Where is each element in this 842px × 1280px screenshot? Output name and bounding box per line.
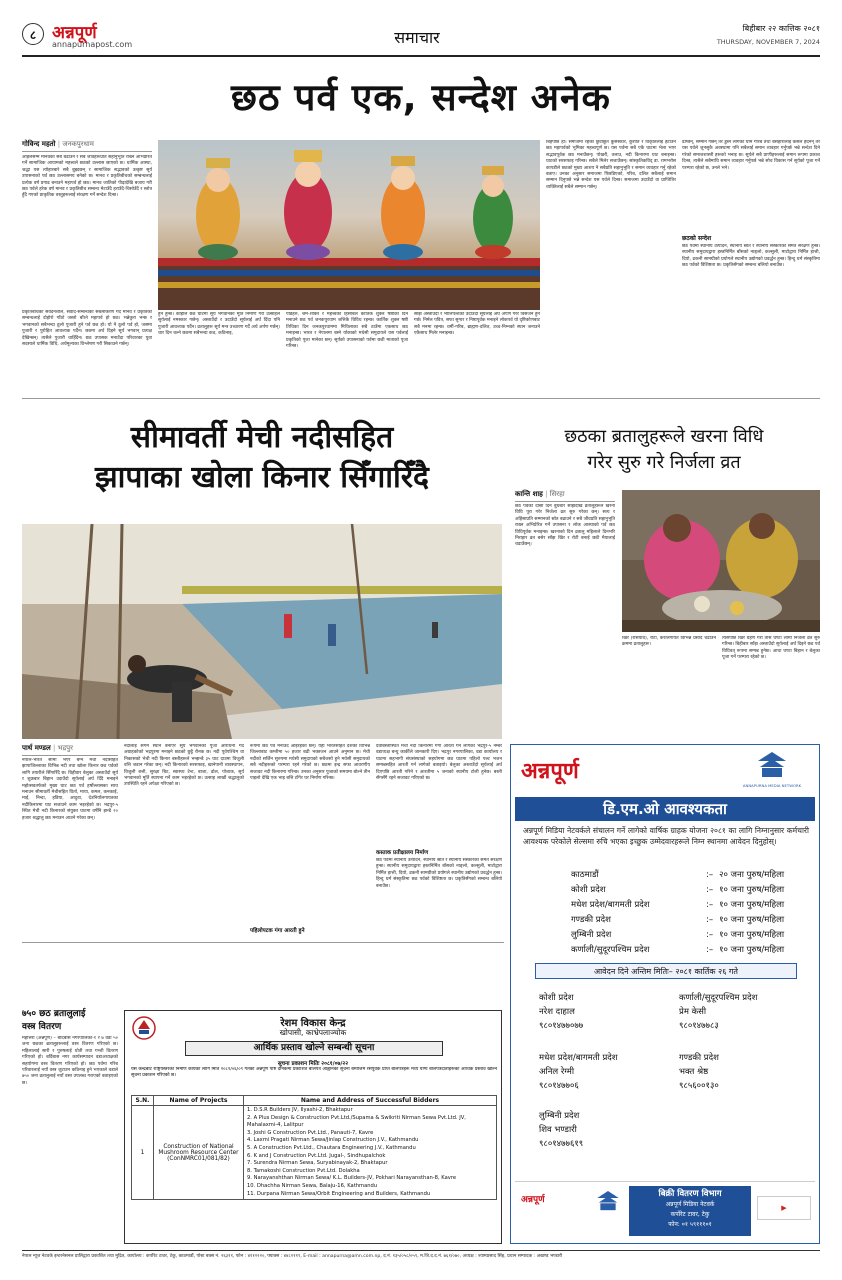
bidder-item: 11. Durpana Nirman Sewa/Orbit Engineering and Builders, Kathmandu — [247, 1190, 431, 1197]
mechi-col1: नेपाल-भारत सीमा भएर बग्ने मेची नदीसहित झापाजिल्लाका विभिन्न नदी तथा खोला किनार छठ पर्वको लागि तयारीले सिँगारिँदै छ। विहीवार बेलुका अस्ताउँदो सूर्य र शुक्रबार बिहान उदाउँदो सूर्यलाई अर्घ दिँदै मनाइने महोत्सवतर्फको मुख्य घाट छठ पर्व हर्षोल्लासका साथ मनाउन सीमावर्ती मेचीसहित विर्ता, माया, कमल, कनकाई, माई, निन्दा, हडिया, आदुवा, देउनियाँलगायतका नदीकिनारमा घाट सजाउने काम भइरहेको छ। भद्रपुर-५ स्थित मेची नदी किनारको संयुक्त घाटमा वर्षेनि झन्डै २० हजार श्रद्धालु छठ मनाउन आउने गरेका छन्। — [22, 758, 118, 821]
vacancy-row: लुम्बिनी प्रदेश :– १० जना पुरुष/महिला — [571, 929, 785, 940]
express-logo — [757, 1196, 811, 1220]
kharna-byline: कान्ति शाह | सिरहा — [515, 490, 565, 498]
bidder-item: 9. Narayanshthan Nirman Sewa/ K.L. Builders-JV, Pokhari Narayansthan-8, Kavre — [247, 1175, 457, 1182]
mechi-byline-name: पार्थ मण्डल — [22, 744, 51, 752]
lead-caption-col3: साँझ अस्ताउँदो र भोलिपल्टको उदाउँदो सूर्यलाई अर्घ अर्पण गरेर विसर्जन हुने गर्छ। निर्मल पवित्र, सफा सुग्घर र निष्ठापूर्वक मनाइने लोकपर्व यो दृष्टिकोणबाट सबै मनमा रहन्छ। धर्मी-गरिब, ब्राह्मण-दलित, उच्च-निम्नको स्थान जनाउने एकैसाथ मिलेर मनाइन्छ। — [414, 312, 540, 337]
date-nepali: बिहीबार २२ कात्तिक २०८१ — [742, 24, 820, 33]
kharna-col1: छठ पर्वको दोस्रो दिन बुधबार साँझदेखि व्रतालुहरूले खरना विधि पूरा गरेर निर्जला व्रत सुरु गरेका छन्। सत्य र अहिंसाप्रति सम्मानको स्रोत बढाउने र सबै जीवप्रति सहानुभूति राख्न अभिप्रेरित गर्ने उपासना र लोक आस्थाको पर्व छठ विधिपूर्वक मनाइन्छ। खरनाको दिन व्रतालु महिलाले दिनभरि निराहार व्रत बसेर साँझ खिर र रोटी बनाई छठी मैयालाई चढाउँछन्। — [515, 504, 615, 548]
vacancy-row: मधेश प्रदेश/बागमती प्रदेश :– १० जना पुरुष/महिला — [571, 899, 785, 910]
bidder-item: 8. Tamakoshi Construction Pvt.Ltd. Dolakha — [247, 1167, 360, 1174]
contact-karnali[interactable]: कर्णाली/सुदूरपश्चिम प्रदेश प्रेम केसी ९८०१४७७८३ — [679, 993, 758, 1031]
kharna-byline-name: कान्ति शाह — [515, 490, 543, 498]
mechi-byline-rule — [22, 755, 118, 756]
ad-annapurna[interactable] — [510, 744, 820, 1244]
ad-body: अन्नपूर्ण मिडिया नेटवर्कले संचालन गर्ने लागेको वार्षिक ग्राहक योजना २०८१ का लागि निम्नानुसार कर्मचारी आवश्यक परेकोले सेल्समा रुचि भएका इच्छुक उम्मेदवारहरूले निम्न स्थानमा आवेदन दिनुहोस्। — [523, 826, 809, 846]
byline-name: गोविन्द महतो — [22, 140, 56, 148]
bidder-item: 6. K and J Construction Pvt.Ltd. Jugal-, Sindhupalchok — [247, 1152, 386, 1159]
bidder-item: 4. Laxmi Pragati Nirman Sewa/Jinlap Construction J.V., Kathmandu — [247, 1137, 419, 1144]
section-divider-2 — [22, 942, 504, 943]
notice-place: खोपासी, काभ्रेपलाञ्चोक — [279, 1028, 347, 1037]
mechi-col4: देवीबस्तीस्थित मेची नदी किनारमा गंगा आरती गर्न लागेको भद्रपुर-५ नम्बर वडाध्यक्ष बन्धु कार्कीले जानकारी दिए। भद्रपुर नगरपालिका, वडा कार्यालय र घाटमा सहभागी संघसंस्थाको सहयोगमा छठ घाटमा पहिलो पल्ट भजन सम्पन्नसहित आरती गर्न लागेको बताइयो। बेलुका अस्ताउँदो सूर्यलाई अर्घ दिएपछि आरती गरिने र आरतीमा ५ जनाको स्थानीय टोली हुनेछ। बस्ती सँगसँगै रहने सजावट गरिएको छ। — [376, 744, 502, 782]
devotees-illustration — [622, 490, 820, 632]
lead-col2: प्रकृतिबीचको संवेदनशील, संवाद-सम्बन्धको सबलीकरण गर्दै मानव र प्रकृतिको सम्बन्धलाई दोहोरो गाँठो जस्तो बाँध्ने महापर्व हो छठ। भन्नेकुरा भन्छ र भगवानको सबैभन्दा ठूलो पुजारी हुने पर्व छठ हो। यो नै ठूलो पर्व हो, जसमा पुजारी र पुरोहित आवश्यक पर्दैन। छठमा अर्घ दिइने सूर्य भगवान् प्रत्यक्ष देखिन्छन्। त्यसैले पुजारी चाहिँदैन। छठ उपासक मनाउँदा परिवारका युवा सदस्यले धार्मिक विधि, अर्थमूल्यका विश्लेषण गरी सिकाउने गर्छन्। — [22, 310, 152, 348]
footer-rule — [22, 1250, 820, 1251]
imprint-footer: नेपाल न्यूज नेटवर्क इन्टरनेसनल प्रालिद्वारा प्रकाशित तथा मुद्रित, कार्यालय : कर्पोरेट टावर, टेकु, काठमाडौं, पोस्ट बक्स नं. २६३११, फोन : ४११२२२०, फ्याक्स : ४४८२११९, E-mail : annapurna@amn.com.np, द.नं. १३५/०५८/०५९, म.जि.द.द.नं. ७६१/०७०, अध्यक्ष : श्यामप्रसाद सिंह, प्रधान सम्पादक : अखण्ड भण्डारी — [22, 1254, 563, 1259]
temple-icon — [755, 751, 789, 779]
lead-caption-col2: पौडेहरु, श्रम-शक्ति र महत्त्वको हिसाबले कार्तिक शुक्ल षष्ठीको दिन मनाउने छठ पर्व जनकपुरधाम जत्तिकै विविध रहन्छ। कार्तिक शुक्ल षष्ठी तिथिका दिन जनकपुरधाममा मिथिलाका सबै ठाउँमा एकसाथ छठ मनाइन्छ। भारत र नेपालमा बस्ने र्याकाको मधेसी समुदायले यस पर्वलाई प्रकृतिको पूजा मानेका छन्। सूर्यको उपासनाको पर्वमा छठी माताको पूजा गरिन्छ। — [286, 312, 408, 350]
contact-lumbini[interactable]: लुम्बिनी प्रदेश शिव भण्डारी ९८०१४७७६१९ — [539, 1111, 584, 1149]
lead-col6: ढोग्छन्, सम्मान गर्छन् तर डुब्न लागेको घाम गरिब तथा बेसहारालाई कसैले हेर्दैनन् तर यस पर्वले जुनसुकै अवस्थामा पनि सबैलाई समान व्यवहार गर्नुपर्छ भन्ने सन्देश दिने गरेको समाजशास्त्री हरूको भनाइ छ। सूर्यले सबै प्राणीहरूलाई समान रूपमा प्रकाश दिन्छ, त्यसैले सबैमाथि समान व्यवहार गर्नुपर्छ भन्ने सोच विकास गर्न सूर्यको पूजा गर्ने परम्परा रहेको छ, उनले भने। — [682, 140, 820, 171]
notice-title: आर्थिक प्रस्ताव खोल्ने सम्बन्धी सूचना — [253, 1043, 375, 1053]
row-bidders — [244, 1106, 497, 1200]
section-title: समाचार — [394, 28, 440, 47]
table-row — [132, 1106, 497, 1200]
vacancy-row: गण्डकी प्रदेश :– १० जना पुरुष/महिला — [571, 914, 785, 925]
bidder-item: 1. D.S.R Builders JV, Ilyashi-2, Bhaktapur — [247, 1107, 353, 1113]
mechi-col3: रूपमा छठ पर्व मनाउँदै आइरहेका छन्। यहाँ भारतसहित देशका विभिन्न जिल्लाबाट कम्तीमा ५० हजार बढी भक्तजन आउने अनुमान छ। मेची नदीको सर्जिन सुरुपमा मधेसी समुदायको सबैजसो हुने मधेसी समुदायको सबै नदीहरूको परम्परा रहने गरेको छ। छठमा इन्द्र सफा आवरणीय सजावट नदी किनारमा गरिन्छ। उनका अनुसार पुजाको समयमा बोल्ने तीन पाइलो देखि एक भाइ बत्ति टाँगेर घर निर्माण गरिन्छ। — [250, 744, 370, 782]
col-project: Name of Projects — [154, 1096, 244, 1106]
ad-deadline: आवेदन दिने अन्तिम मितिः– २०८१ कार्तिक २६ गते — [594, 966, 738, 976]
ad-header — [511, 745, 819, 799]
mechi-headline — [22, 418, 502, 498]
mechi-col4b: छठ पर्वमा स्थानीय उत्पादन, स्थानीय स्रोत र स्थानीय संस्कारको समेत संरक्षण हुन्छ। स्थानीय समुदायद्वारा हस्तनिर्मित बाँसको नाङ्लो, कल्सुली, माटोद्वारा निर्मित हात्ती, दियो, ढकनी सामग्रीको प्रयोगले स्थानीय उद्योगको प्रवर्द्धन हुन्छ। हिन्दु धर्म संस्कृतिमा छठ पर्वको विशिष्टता छ। प्रकृतिसँगको सम्बन्ध बलियो बनाउँछ। — [376, 858, 502, 889]
col-bidders: Name and Address of Successful Bidders — [244, 1096, 497, 1106]
kharna-byline-place: सिरहा — [549, 490, 565, 498]
page-number: ८ — [29, 27, 37, 42]
mechi-byline: पार्थ मण्डल | भद्रपुर — [22, 744, 74, 752]
ad-footer-line2: कर्पोरेट टावर, टेकु — [670, 1211, 710, 1218]
temple-icon — [595, 1190, 621, 1212]
masthead-logo[interactable]: अन्नपूर्ण — [52, 23, 97, 43]
notice-subtitle: सूचना प्रकाशन मितिः २०८१/०७/२२ — [277, 1061, 349, 1067]
ad-deadline-bar — [535, 963, 797, 979]
mechi-headline-line1: सीमावर्ती मेची नदीसहित — [130, 420, 394, 455]
bidders-table-header — [132, 1096, 497, 1106]
vacancy-row: काठमाडौं :– २० जना पुरुष/महिला — [571, 869, 785, 880]
page-number-badge — [22, 23, 44, 45]
ad-footer-line3: फोन: ०१ ५९१११०१ — [668, 1221, 712, 1228]
row-sn: 1 — [132, 1106, 154, 1200]
kharna-col2: त्यसपछि खिर ग्रहण गरी तीस घण्टा लामो निर्जला व्रत सुरु गरिन्छ। बिहीबार साँझ अस्ताउँदो सूर्यलाई अर्घ दिइने छठ पर्व विधिवत् रूपमा सम्पन्न हुनेछ। आधा घण्टा बिहान र बेलुका पूजा गर्ने परम्परा रहेको छ। — [722, 636, 820, 661]
bidder-item: 5. A Construction Pvt.Ltd., Chautara Engineering J.V., Kathmandu — [247, 1144, 416, 1151]
network-logo-icon — [737, 751, 807, 788]
notice-org: रेशम विकास केन्द्र — [280, 1018, 346, 1029]
mechi-river-photo — [22, 524, 502, 739]
mechi-subhead-2: कस्ताक प्रतीक्षालय निर्माण — [376, 850, 429, 856]
vacancy-row: कोशी प्रदेश :– १० जना पुरुष/महिला — [571, 884, 785, 895]
brief-headline-line1: ७५० छठ ब्रतालुलाई — [22, 1009, 86, 1019]
contact-koshi[interactable]: कोशी प्रदेश नरेश दाहाल ९८०१४७७०७७ — [539, 993, 584, 1031]
kharna-headline-line2: गरेर सुरु गरे निर्जला व्रत — [587, 452, 741, 473]
lead-col6b: छठ पर्वमा स्थानीय उत्पादन, स्थानीय स्रोत र स्थानीय संस्कारको समेत संरक्षण हुन्छ। स्थानीय समुदायद्वारा हस्तनिर्मित बाँसको नाङ्लो, कल्सुली, माटोद्वारा निर्मित हात्ती, दियो, ढकनी सामग्रीको प्रयोगले स्थानीय उद्योगको प्रवर्द्धन हुन्छ। हिन्दु धर्म संस्कृतिमा छठ पर्वको विशिष्टता छ। प्रकृतिसँगको सम्बन्ध बलियो बनाउँछ। — [682, 244, 820, 269]
brief-headline — [22, 1008, 118, 1034]
contact-madhesh[interactable]: मधेश प्रदेश/बागमती प्रदेश अनिल रेग्मी ९८०१४७७०६ — [539, 1053, 618, 1091]
ad-title: डि.एम.ओ आवश्यकता — [603, 800, 727, 818]
express-logo-icon: ▶ — [781, 1204, 787, 1212]
bidder-item: 10. Dhachha Nirman Sewa, Balaju-16, Kathmandu — [247, 1182, 378, 1189]
lead-col1: अहिलेसम्म मानवको सबै बढाउने र सबै जीवहरूप्रति सहानुभूति राख्न अभिप्रेरित गर्ने सामाजिक आयामको महत्त्वले छठको उल्लास छाएको छ। धार्मिक आस्था, श्रद्धा यस त्योहारबारे सबै बुझ्दछन् र सामाजिक सद्भावको उत्कृष्ट सूर्य उपासनाको पर्व छठ उल्लासमय बनेको छ। मानव र प्रकृतिबीचको सम्बन्धलाई प्रत्येक वर्ष प्रगाढ बनाउने महापर्व हो छठ। मानव जातिको पीढ़ादेखि बजाय गरी छठ पर्वले हरेक वर्ष मानव र प्रकृतिबीच सम्बन्ध मेटाउँदै हराउँदै-चिसोउँदै र स्तोत्र हुँदै गएको प्राकृतिक वस्तुहरूलाई संरक्षण गर्ने सन्देश दिन्छ। — [22, 155, 152, 199]
ad-footer — [515, 1181, 815, 1239]
col-sn: S.N. — [132, 1096, 154, 1106]
ad-footer-temple-icon — [595, 1190, 621, 1216]
brief-body: महोत्तरी (अन्नपूर्ण) – बर्दिबास नगरपालिका-१ र ७ वडा ५० जना छठका ब्रतालुहरूलाई वस्त्र वितरण गरिएको छ। महिलालाई सारी र पुरुषलाई धोती तथा गन्जी वितरण गरिएको हो। बर्दिबास नगर कार्यसम्पादन वडाअध्यक्षको सहयोगमा वस्त्र वितरण गरिएको हो। छठ पर्वमा गरिब परिवारलाई नयाँ वस्त्र जुटाउन कठिनाइ हुने भएकाले वडाले ७५० जना व्रतालुलाई नयाँ वस्त्र उपलब्ध गराएको बताइएको छ। — [22, 1036, 118, 1086]
kharna-caption: खिर (रसियाव), रोटी, केरालगायत विभिन्न प्रसाद चढाउने क्रममा व्रतालुहरू। — [622, 636, 716, 648]
notice-title-bar — [185, 1041, 443, 1056]
lead-caption-col1: हुने हुन्छ। कोहीले छठ घाटमा सूर्य भगवानको मूर्ति निर्माण गरी उत्साहले सुर्यलाई नमस्कार गर्छन्। अस्ताउँदो र उदाउँदो सूर्यलाई अर्घ दिँदा पनि पुजारी आवश्यक पर्दैन। व्रतालुहरू सूर्य मन्त्र उच्चारण गर्दै अर्घ अर्पण गर्छन्। चार दिन चल्ने छठमा सबैभन्दा कठ, कठिनाइ, — [158, 312, 280, 337]
lead-subhead: छठको सन्देश — [682, 235, 712, 242]
byline-rule — [22, 151, 152, 152]
kharna-byline-rule — [515, 501, 615, 502]
notice-table — [131, 1095, 497, 1200]
mechi-headline-line2: झापाका खोला किनार सिँगारिँदै — [94, 460, 429, 495]
kharna-devotees-photo — [622, 490, 820, 632]
bidders-table — [131, 1095, 497, 1200]
ad-logo: अन्नपूर्ण — [521, 759, 579, 784]
masthead-rule — [22, 55, 820, 57]
contact-gandaki[interactable]: गण्डकी प्रदेश भक्त श्रेष्ठ ९८५६००१३० — [679, 1053, 719, 1091]
ad-title-bar — [515, 797, 815, 821]
river-bank-illustration — [22, 524, 502, 739]
section-divider-1 — [22, 398, 820, 399]
masthead — [22, 20, 820, 54]
ad-footer-title: बिक्री वितरण विभाग — [658, 1189, 722, 1199]
network-name: ANNAPURNA MEDIA NETWORK — [742, 783, 802, 788]
mechi-subhead-1: पहिलोपटक गंगा आरती हुने — [250, 928, 305, 934]
bidder-item: 2. A Plus Design & Construction Pvt.Ltd./Supama & Swikriti Nirman Sewa Pvt.Ltd. JV, Mahalaxmi-4, Lalitpur — [247, 1114, 466, 1129]
masthead-site[interactable]: annapurnapost.com — [52, 40, 133, 49]
lead-headline: छठ पर्व एक, सन्देश अनेक — [231, 76, 611, 119]
date-english: THURSDAY, NOVEMBER 7, 2024 — [716, 38, 820, 46]
lead-photo-chhath-idols — [158, 140, 540, 310]
byline-place: जनकपुरधाम — [62, 140, 94, 148]
row-project: Construction of National Mushroom Resource Center (ConNMRC01/081/82) — [154, 1106, 244, 1200]
brief-headline-line2: वस्त्र वितरण — [22, 1022, 62, 1032]
ad-footer-line1: अन्नपूर्ण मिडिया नेटवर्क — [665, 1201, 715, 1208]
notice-intro: यस केन्द्रबाट राष्ट्रियस्तरको निर्माण कार्यको लागि मिति २०८१/०६/०९ गतेको अन्नपूर्ण पोष्ट दैनिकमा प्रकाशित बोलपत्र आह्वानको सूचना बमोजिम रेसपुर्वक प्राप्त बोलपत्रहरू मध्ये योग्य बोलपत्रदाताहरूको आर्थिक प्रस्ताव खोल्ने सूचना प्रकाशन गरिएको छ। — [131, 1067, 497, 1079]
lead-byline: गोविन्द महतो | जनकपुरधाम — [22, 140, 94, 148]
mechi-byline-place: भद्रपुर — [57, 744, 74, 752]
ad-footer-logo: अन्नपूर्ण — [521, 1195, 545, 1205]
idols-illustration — [158, 140, 540, 310]
bidder-item: 7. Surendra Nirman Sewa, Suryabinayak-2, Bhaktapur — [247, 1160, 388, 1167]
lead-col5: बिहेपछि हो। समाजमा रहेका छुवाछूत कुसंस्कार, कुरीति र विकृतिलाई हटाउन छठ महापर्वको भूमिका महत्त्वपूर्ण छ। यस पर्वमा सबै एकै घाटमा भेला भएर सद्भावपूर्वक छठ मनाउँछन्। पोखरी, तलाउ, नदी किनारमा घाट बनाइन्छ। घाटको सरसफाइ गरिन्छ। सबैले मिलेर सजाउँछन्। सांस्कृतिकविद् डा. रामभरोस कापडीले छठको मुख्य आशय नै सबैप्रति सहानुभूति र समान व्यवहार गर्नु रहेको बताए। उनका अनुसार समाजमा पिछडिएको, गरिब, दलित सबैलाई समान सम्मान दिनुपर्छ भन्ने सन्देश यस पर्वले दिन्छ। समाजमा उदाउँदो वा प्राप्तितिर व्यक्तिलाई सबैले सम्मान गर्छन्। — [546, 140, 676, 190]
vacancy-row: कर्णाली/सुदूरपश्चिम प्रदेश :– १० जना पुरुष/महिला — [571, 944, 785, 955]
mechi-col2: नदीलाई सँगम स्थान बनाएर सूर्य भगवानको पूजा आराधना गर्दै अग्राहकोको भद्रपुरमा मनाइने छठको छुट्टै रौनक छ। नदी पूर्वपश्चिम वा निकासको भेची नदी किनार बस्तीहरूले भन्झन्डै ३५ घाट दाउमा विजुली वत्ति जडान गरेका छन्। नदी किनारको सरसफाइ, खानेपानी व्यवस्थापन, विजुली बत्ती, सुरक्षा बिट, स्वास्थ्य टेन्ट, बाजा, ढोल, पोशाक, सूर्य भगवानको मूर्ति स्थापना गर्ने काम भइरहेको छ। उत्साह लाखौं श्रद्धालुको उपस्थिति रहने अपेक्षा गरिएको छ। — [124, 744, 244, 788]
kharna-headline-line1: छठका ब्रतालुहरूले खरना विधि — [564, 426, 764, 447]
bidder-item: 3. Joshi G Construction Pvt.Ltd., Panauti-7, Kavre — [247, 1129, 374, 1136]
ad-tender-notice[interactable] — [124, 1010, 502, 1244]
ad-footer-contact[interactable] — [629, 1186, 751, 1236]
ad-vacancy-list — [571, 867, 801, 957]
kharna-headline — [508, 424, 820, 476]
